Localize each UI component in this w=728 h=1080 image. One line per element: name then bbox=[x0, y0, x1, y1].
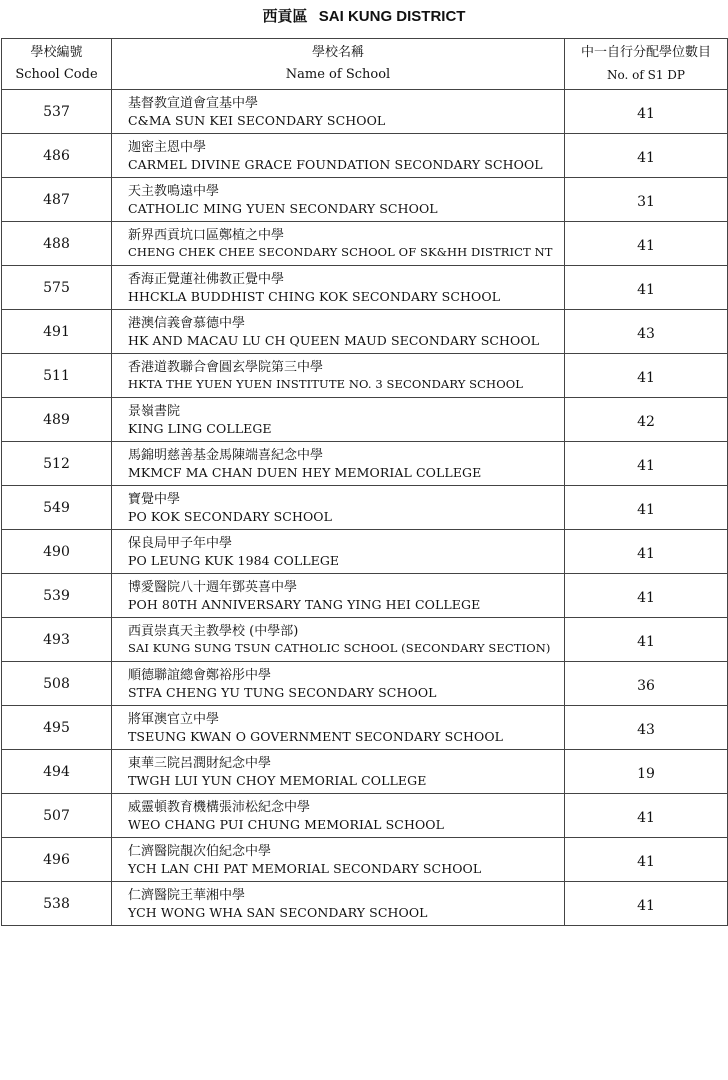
school-name bbox=[112, 354, 565, 398]
school-code: 494 bbox=[2, 750, 112, 794]
school-name bbox=[112, 882, 565, 926]
school-code: 539 bbox=[2, 574, 112, 618]
dp-value: 43 bbox=[637, 325, 655, 342]
dp-value: 19 bbox=[637, 765, 655, 782]
dp-value: 41 bbox=[637, 809, 655, 826]
school-name-en: KING LING COLLEGE bbox=[128, 420, 272, 436]
school-name-zh: 仁濟醫院靚次伯紀念中學 bbox=[128, 843, 272, 859]
table-row bbox=[2, 838, 728, 882]
dp-value: 41 bbox=[637, 545, 655, 562]
dp-value: 36 bbox=[637, 677, 655, 694]
table-body bbox=[2, 90, 728, 926]
table-row bbox=[2, 222, 728, 266]
district-title-zh: 西貢區 bbox=[262, 7, 308, 25]
school-code: 575 bbox=[2, 266, 112, 310]
school-code: 549 bbox=[2, 486, 112, 530]
school-name bbox=[112, 486, 565, 530]
table-row bbox=[2, 706, 728, 750]
header-s1-dp bbox=[565, 39, 728, 90]
school-name bbox=[112, 310, 565, 354]
school-name-zh: 基督教宣道會宣基中學 bbox=[128, 95, 259, 111]
table-row bbox=[2, 882, 728, 926]
school-name-en: HKTA THE YUEN YUEN INSTITUTE NO. 3 SECONDARY SCHOOL bbox=[128, 376, 523, 391]
school-code: 538 bbox=[2, 882, 112, 926]
dp-value: 41 bbox=[637, 149, 655, 166]
school-s1-dp bbox=[565, 486, 728, 530]
school-name-zh: 威靈頓教育機構張沛松紀念中學 bbox=[128, 799, 311, 815]
school-name-zh: 東華三院呂潤財紀念中學 bbox=[128, 755, 272, 771]
table-row bbox=[2, 442, 728, 486]
school-name-en: SAI KUNG SUNG TSUN CATHOLIC SCHOOL (SECONDARY SECTION) bbox=[128, 640, 551, 655]
school-name-en: CHENG CHEK CHEE SECONDARY SCHOOL OF SK&HH DISTRICT NT bbox=[128, 244, 553, 259]
school-name-en: HK AND MACAU LU CH QUEEN MAUD SECONDARY SCHOOL bbox=[128, 332, 540, 348]
page-title bbox=[0, 5, 728, 26]
school-name bbox=[112, 178, 565, 222]
header-code-zh: 學校編號 bbox=[30, 45, 83, 60]
school-code: 488 bbox=[2, 222, 112, 266]
school-s1-dp bbox=[565, 222, 728, 266]
school-name-en: HHCKLA BUDDHIST CHING KOK SECONDARY SCHOOL bbox=[128, 288, 501, 304]
school-name bbox=[112, 442, 565, 486]
school-s1-dp bbox=[565, 354, 728, 398]
dp-value: 41 bbox=[637, 457, 655, 474]
school-s1-dp bbox=[565, 706, 728, 750]
school-name bbox=[112, 838, 565, 882]
dp-value: 41 bbox=[637, 897, 655, 914]
school-code: 508 bbox=[2, 662, 112, 706]
table-row bbox=[2, 398, 728, 442]
header-code-en: School Code bbox=[15, 67, 98, 82]
school-name bbox=[112, 662, 565, 706]
district-title-en: SAI KUNG DISTRICT bbox=[318, 8, 466, 25]
school-name-zh: 博愛醫院八十週年鄧英喜中學 bbox=[128, 579, 298, 595]
school-name-en: MKMCF MA CHAN DUEN HEY MEMORIAL COLLEGE bbox=[128, 464, 482, 480]
dp-value: 41 bbox=[637, 633, 655, 650]
school-code: 493 bbox=[2, 618, 112, 662]
table-row bbox=[2, 618, 728, 662]
school-code: 496 bbox=[2, 838, 112, 882]
school-name bbox=[112, 574, 565, 618]
school-name-en: CARMEL DIVINE GRACE FOUNDATION SECONDARY SCHOOL bbox=[128, 156, 543, 172]
school-s1-dp bbox=[565, 750, 728, 794]
table-row bbox=[2, 134, 728, 178]
school-name-en: TWGH LUI YUN CHOY MEMORIAL COLLEGE bbox=[128, 772, 427, 788]
table-header bbox=[2, 39, 728, 90]
school-name bbox=[112, 222, 565, 266]
school-s1-dp bbox=[565, 574, 728, 618]
dp-value: 41 bbox=[637, 369, 655, 386]
dp-value: 41 bbox=[637, 501, 655, 518]
header-dp-en: No. of S1 DP bbox=[607, 68, 685, 82]
school-s1-dp bbox=[565, 178, 728, 222]
school-s1-dp bbox=[565, 662, 728, 706]
table-row bbox=[2, 266, 728, 310]
school-code: 491 bbox=[2, 310, 112, 354]
school-name bbox=[112, 398, 565, 442]
school-s1-dp bbox=[565, 442, 728, 486]
school-name-zh: 將軍澳官立中學 bbox=[128, 711, 220, 727]
school-name-zh: 迦密主恩中學 bbox=[128, 139, 207, 155]
school-name-zh: 西貢崇真天主教學校 (中學部) bbox=[128, 623, 299, 639]
dp-value: 41 bbox=[637, 105, 655, 122]
table-row bbox=[2, 794, 728, 838]
school-name-en: C&MA SUN KEI SECONDARY SCHOOL bbox=[128, 112, 386, 128]
school-name-en: YCH WONG WHA SAN SECONDARY SCHOOL bbox=[128, 904, 428, 920]
dp-value: 41 bbox=[637, 853, 655, 870]
dp-value: 43 bbox=[637, 721, 655, 738]
school-name-en: PO LEUNG KUK 1984 COLLEGE bbox=[128, 552, 340, 568]
school-s1-dp bbox=[565, 838, 728, 882]
school-code: 490 bbox=[2, 530, 112, 574]
table-row bbox=[2, 310, 728, 354]
school-code: 487 bbox=[2, 178, 112, 222]
school-name bbox=[112, 134, 565, 178]
school-code: 537 bbox=[2, 90, 112, 134]
school-code: 511 bbox=[2, 354, 112, 398]
school-name-zh: 香港道教聯合會圓玄學院第三中學 bbox=[128, 359, 324, 375]
school-s1-dp bbox=[565, 134, 728, 178]
table-row bbox=[2, 750, 728, 794]
table-row bbox=[2, 90, 728, 134]
school-name-en: CATHOLIC MING YUEN SECONDARY SCHOOL bbox=[128, 200, 438, 216]
school-name bbox=[112, 530, 565, 574]
table-row bbox=[2, 530, 728, 574]
school-name bbox=[112, 750, 565, 794]
school-s1-dp bbox=[565, 794, 728, 838]
school-name-en: TSEUNG KWAN O GOVERNMENT SECONDARY SCHOOL bbox=[128, 728, 504, 744]
dp-value: 41 bbox=[637, 281, 655, 298]
school-name-zh: 馬錦明慈善基金馬陳端喜紀念中學 bbox=[128, 447, 324, 463]
school-name-en: PO KOK SECONDARY SCHOOL bbox=[128, 508, 333, 524]
header-name-zh: 學校名稱 bbox=[311, 45, 364, 60]
school-name-en: POH 80TH ANNIVERSARY TANG YING HEI COLLEGE bbox=[128, 596, 481, 612]
school-s1-dp bbox=[565, 310, 728, 354]
school-name-zh: 寶覺中學 bbox=[128, 491, 181, 507]
school-code: 495 bbox=[2, 706, 112, 750]
dp-value: 41 bbox=[637, 237, 655, 254]
school-name-en: YCH LAN CHI PAT MEMORIAL SECONDARY SCHOOL bbox=[128, 860, 482, 876]
school-name-en: STFA CHENG YU TUNG SECONDARY SCHOOL bbox=[128, 684, 437, 700]
school-name bbox=[112, 706, 565, 750]
header-name-en: Name of School bbox=[285, 67, 391, 82]
school-s1-dp bbox=[565, 90, 728, 134]
dp-value: 31 bbox=[637, 193, 655, 210]
table-row bbox=[2, 574, 728, 618]
school-code: 507 bbox=[2, 794, 112, 838]
school-code: 489 bbox=[2, 398, 112, 442]
table-row bbox=[2, 486, 728, 530]
school-s1-dp bbox=[565, 266, 728, 310]
school-code: 512 bbox=[2, 442, 112, 486]
school-name bbox=[112, 266, 565, 310]
dp-value: 42 bbox=[637, 413, 655, 430]
school-name-zh: 香海正覺蓮社佛教正覺中學 bbox=[128, 271, 285, 287]
school-name-zh: 景嶺書院 bbox=[128, 403, 181, 419]
school-name-zh: 保良局甲子年中學 bbox=[128, 535, 233, 551]
school-s1-dp bbox=[565, 618, 728, 662]
school-code: 486 bbox=[2, 134, 112, 178]
school-s1-dp bbox=[565, 882, 728, 926]
school-name-zh: 順德聯誼總會鄭裕彤中學 bbox=[128, 667, 272, 683]
school-name bbox=[112, 618, 565, 662]
school-name-zh: 天主教鳴遠中學 bbox=[128, 183, 220, 199]
header-dp-zh: 中一自行分配學位數目 bbox=[580, 45, 711, 60]
school-name-zh: 仁濟醫院王華湘中學 bbox=[128, 887, 246, 903]
table-row bbox=[2, 354, 728, 398]
school-name bbox=[112, 90, 565, 134]
school-name-zh: 港澳信義會慕德中學 bbox=[128, 315, 246, 331]
school-s1-dp bbox=[565, 398, 728, 442]
table-row bbox=[2, 178, 728, 222]
school-name-zh: 新界西貢坑口區鄭植之中學 bbox=[128, 227, 285, 243]
dp-value: 41 bbox=[637, 589, 655, 606]
school-table bbox=[1, 38, 728, 926]
table-row bbox=[2, 662, 728, 706]
school-name-en: WEO CHANG PUI CHUNG MEMORIAL SCHOOL bbox=[128, 816, 445, 832]
header-school-name bbox=[112, 39, 565, 90]
school-s1-dp bbox=[565, 530, 728, 574]
school-name bbox=[112, 794, 565, 838]
header-school-code bbox=[2, 39, 112, 90]
